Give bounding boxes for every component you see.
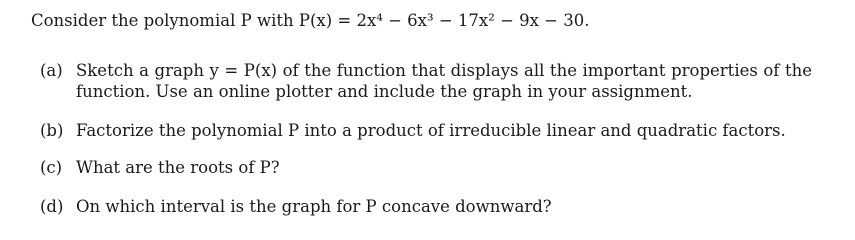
part-label-d: (d) [40, 197, 64, 216]
question-part-c [40, 157, 812, 178]
problem-intro: Consider the polynomial P with P(x) = 2x⁴ − 6x³ − 17x² − 9x − 30. [31, 11, 590, 30]
part-b-line-1: Factorize the polynomial P into a product of irreducible linear and quadratic factors. [76, 121, 786, 140]
part-label-a: (a) [40, 61, 63, 80]
part-label-c: (c) [40, 158, 63, 177]
part-label-b: (b) [40, 121, 64, 140]
question-part-b [40, 120, 812, 141]
part-d-line-1: On which interval is the graph for P concave downward? [76, 197, 552, 216]
part-c-line-1: What are the roots of P? [76, 158, 280, 177]
part-a-line-1: Sketch a graph y = P(x) of the function that displays all the important properties of the [76, 61, 812, 80]
question-part-d [40, 196, 812, 217]
question-part-a [40, 60, 812, 102]
part-a-line-2: function. Use an online plotter and include the graph in your assignment. [76, 82, 693, 101]
